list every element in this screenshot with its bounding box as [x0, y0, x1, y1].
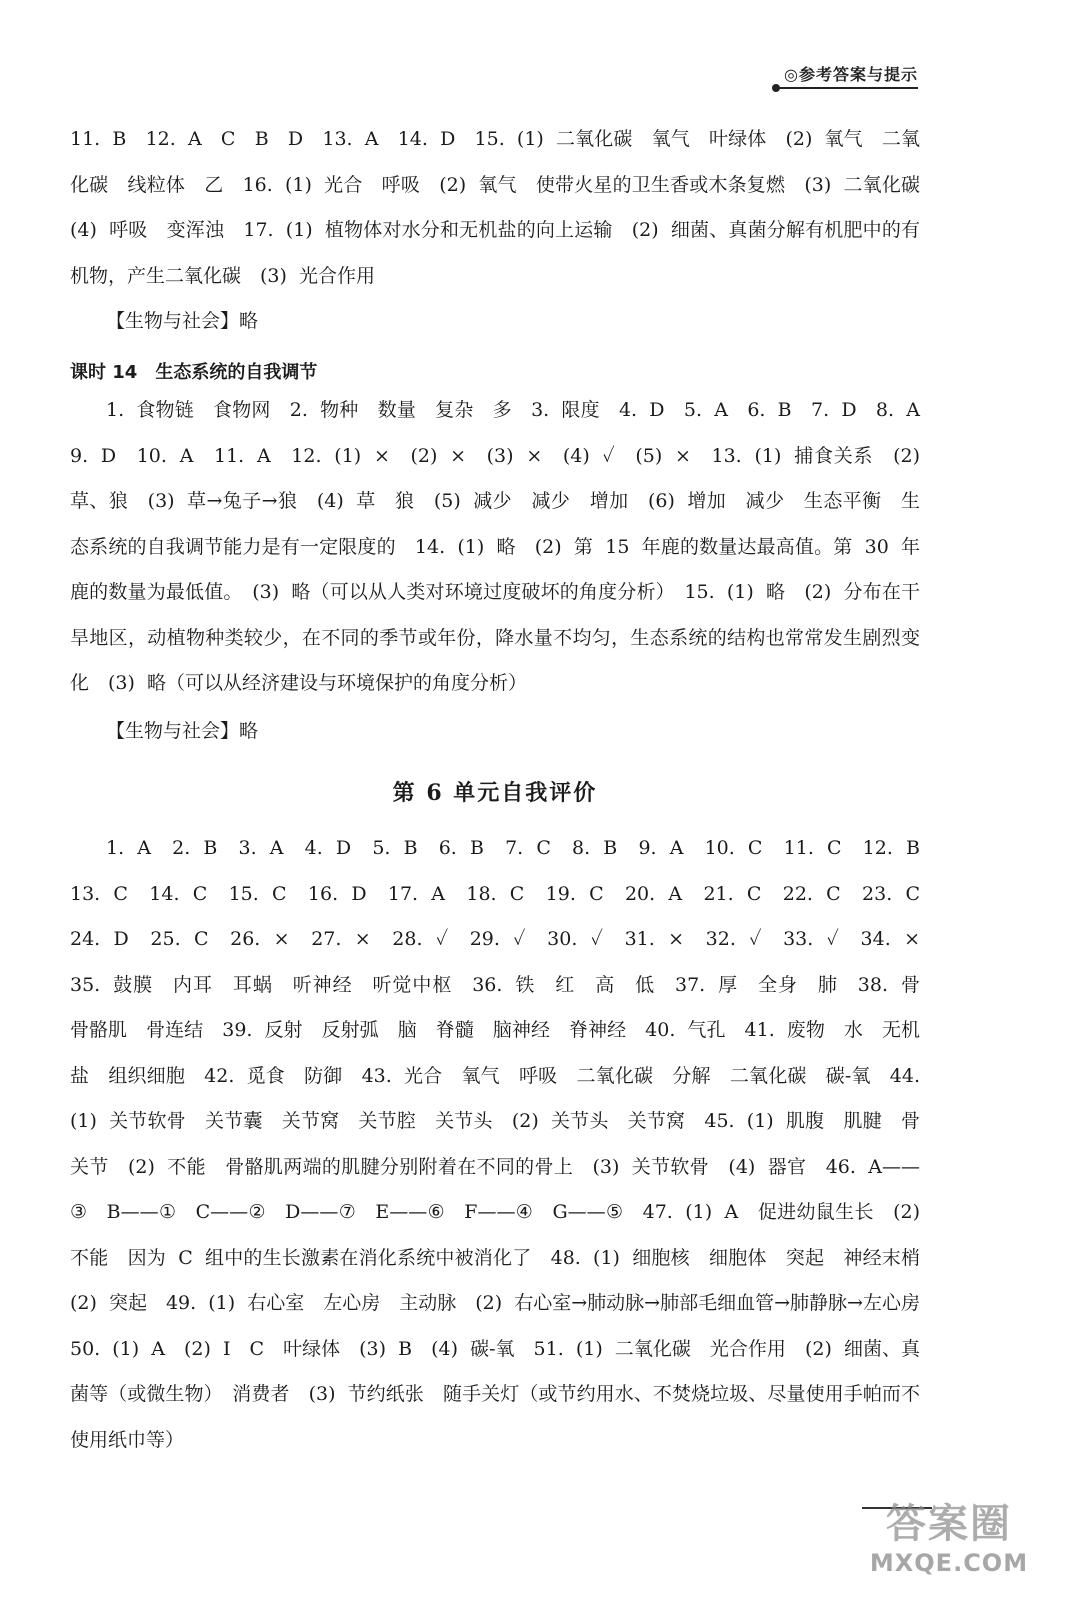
- biology-society-note-1: 【生物与社会】略: [106, 310, 259, 332]
- watermark-text: 答案圈: [886, 1501, 1012, 1547]
- watermark-url: MXQE.COM: [869, 1549, 1029, 1577]
- unit-6-title: 第 6 单元自我评价: [392, 780, 598, 806]
- biology-society-note-2: 【生物与社会】略: [106, 720, 259, 742]
- lesson-14-title: 课时 14 生态系统的自我调节: [70, 362, 318, 383]
- answers-block-lesson14: 1. 食物链 食物网 2. 物种 数量 复杂 多 3. 限度 4. D 5. A 6. B 7. D 8. A 9. D 10. A 11. A 12. (1) × (2) × (3) × (4) ✓ (5) × 13. (1) 捕食关系 (2) 草、狼 (3) 草→兔子→狼 (4) 草 狼 (5) 减少 减少 增加 (6) 增加 减少 生态平衡 生态系统的自我调节能力是有一定限度的 14. (1) 略 (2) 第 15 年鹿的数量达最高值。第 30 年鹿的数量为最低值。 (3) 略（可以从人类对环境过度破坏的角度分析） 15. (1) 略 (2) 分布在干旱地区，动植物种类较少，在不同的季节或年份，降水量不均匀，生态系统的结构也常常发生剧烈变化 (3) 略（可以从经济建设与环境保护的角度分析）: [70, 399, 940, 694]
- watermark-logo: [854, 1492, 1044, 1582]
- answers-block-lesson13: 11. B 12. A C B D 13. A 14. D 15. (1) 二氧化碳 氧气 叶绿体 (2) 氧气 二氧化碳 线粒体 乙 16. (1) 光合 呼吸 (2) 氧气 使带火星的卫生香或木条复燃 (3) 二氧化碳 (4) 呼吸 变浑浊 17. (1) 植物体对水分和无机盐的向上运输 (2) 细菌、真菌分解有机肥中的有机物，产生二氧化碳 (3) 光合作用: [70, 128, 940, 287]
- answers-block-unit6: 1. A 2. B 3. A 4. D 5. B 6. B 7. C 8. B 9. A 10. C 11. C 12. B 13. C 14. C 15. C 16. D 17. A 18. C 19. C 20. A 21. C 22. C 23. C 24. D 25. C 26. × 27. × 28. ✓ 29. ✓ 30. ✓ 31. × 32. ✓ 33. ✓ 34. × 35. 鼓膜 内耳 耳蜗 听神经 听觉中枢 36. 铁 红 高 低 37. 厚 全身 肺 38. 骨 骨骼肌 骨连结 39. 反射 反射弧 脑 脊髓 脑神经 脊神经 40. 气孔 41. 废物 水 无机盐 组织细胞 42. 觅食 防御 43. 光合 氧气 呼吸 二氧化碳 分解 二氧化碳 碳-氧 44. (1) 关节软骨 关节囊 关节窝 关节腔 关节头 (2) 关节头 关节窝 45. (1) 肌腹 肌腱 骨 关节 (2) 不能 骨骼肌两端的肌腱分别附着在不同的骨上 (3) 关节软骨 (4) 器官 46. A——③ B——① C——② D——⑦ E——⑥ F——④ G——⑤ 47. (1) A 促进幼鼠生长 (2) 不能 因为 C 组中的生长激素在消化系统中被消化了 48. (1) 细胞核 细胞体 突起 神经末梢 (2) 突起 49. (1) 右心室 左心房 主动脉 (2) 右心室→肺动脉→肺部毛细血管→肺静脉→左心房 50. (1) A (2) Ⅰ C 叶绿体 (3) B (4) 碳-氧 51. (1) 二氧化碳 光合作用 (2) 细菌、真菌等（或微生物） 消费者 (3) 节约纸张 随手关灯（或节约用水、不焚烧垃圾、尽量使用手帕而不使用纸巾等）: [70, 837, 940, 1451]
- header-rule: [778, 87, 918, 89]
- page-header: ◎参考答案与提示: [784, 65, 918, 84]
